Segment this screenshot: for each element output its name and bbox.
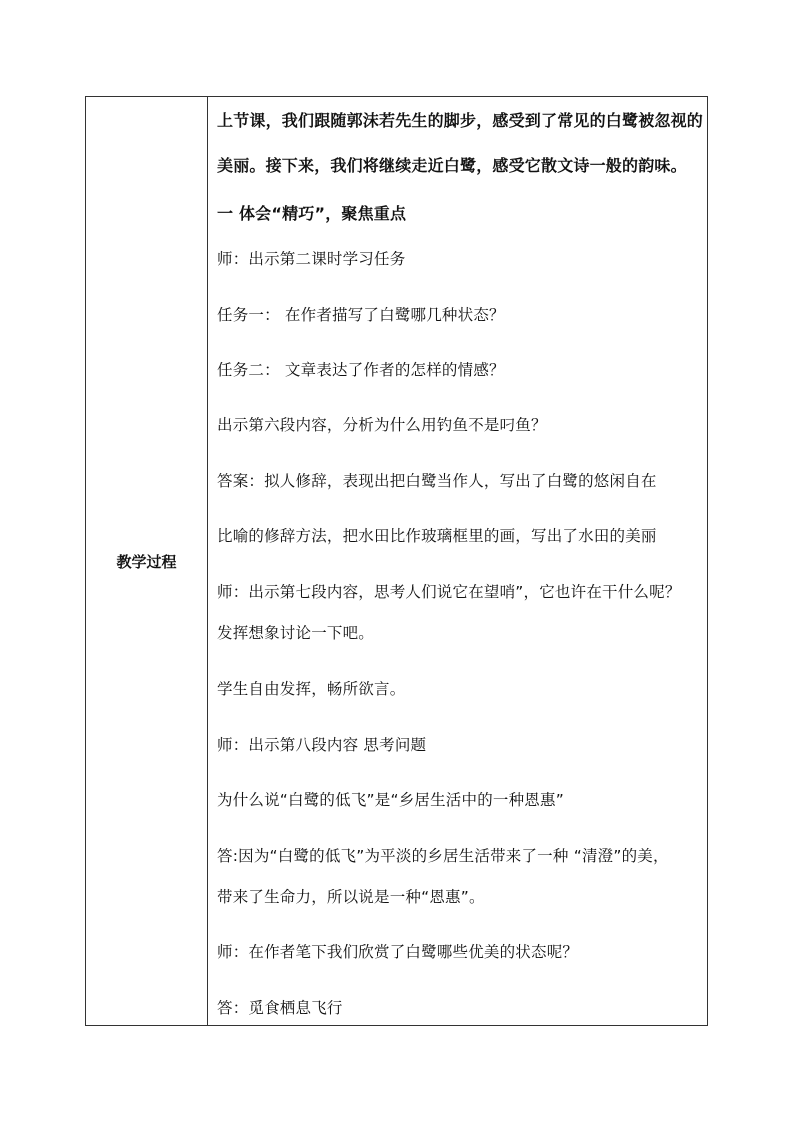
content-cell xyxy=(208,97,707,1025)
answer-line-1: 答案：拟人修辞，表现出把白鹭当作人，写出了白鹭的悠闲自在 xyxy=(217,472,657,490)
student-line: 学生自由发挥，畅所欲言。 xyxy=(217,680,406,698)
section-heading: 一 体会“精巧”，聚焦重点 xyxy=(217,204,407,223)
answer-line-2: 比喻的修辞方法，把水田比作玻璃框里的画，写出了水田的美丽 xyxy=(217,527,657,545)
task-two-line: 任务二： 文章表达了作者的怎样的情感？ xyxy=(217,361,505,379)
section-label: 教学过程 xyxy=(116,552,177,571)
paragraph-six-line: 出示第六段内容，分析为什么用钓鱼不是叼鱼？ xyxy=(217,416,547,434)
intro-line-2: 美丽。接下来，我们将继续走近白鹭，感受它散文诗一般的韵味。 xyxy=(217,156,687,175)
paragraph-seven-line: 师：出示第七段内容，思考人们说它在望哨”，它也许在干什么呢？ xyxy=(217,583,681,601)
label-cell xyxy=(86,97,208,1025)
intro-line-1: 上节课，我们跟随郭沫若先生的脚步，感受到了常见的白鹭被忽视的 xyxy=(217,111,704,130)
task-one-line: 任务一： 在作者描写了白鹭哪几种状态？ xyxy=(217,306,505,324)
final-answer-line: 答：觅食栖息飞行 xyxy=(217,999,343,1017)
paragraph-eight-line: 师：出示第八段内容 思考问题 xyxy=(217,736,427,754)
discussion-line: 发挥想象讨论一下吧。 xyxy=(217,624,375,642)
answer-line-4: 带来了生命力，所以说是一种“恩惠”。 xyxy=(217,888,485,906)
answer-line-3: 答:因为“白鹭的低飞”为平淡的乡居生活带来了一种 “清澄”的美， xyxy=(217,847,669,865)
teacher-question-line: 师：在作者笔下我们欣赏了白鹭哪些优美的状态呢？ xyxy=(217,943,579,961)
lesson-table xyxy=(85,96,708,1026)
teacher-task-line: 师：出示第二课时学习任务 xyxy=(217,250,406,268)
question-line: 为什么说“白鹭的低飞”是“乡居生活中的一种恩惠” xyxy=(217,791,564,809)
